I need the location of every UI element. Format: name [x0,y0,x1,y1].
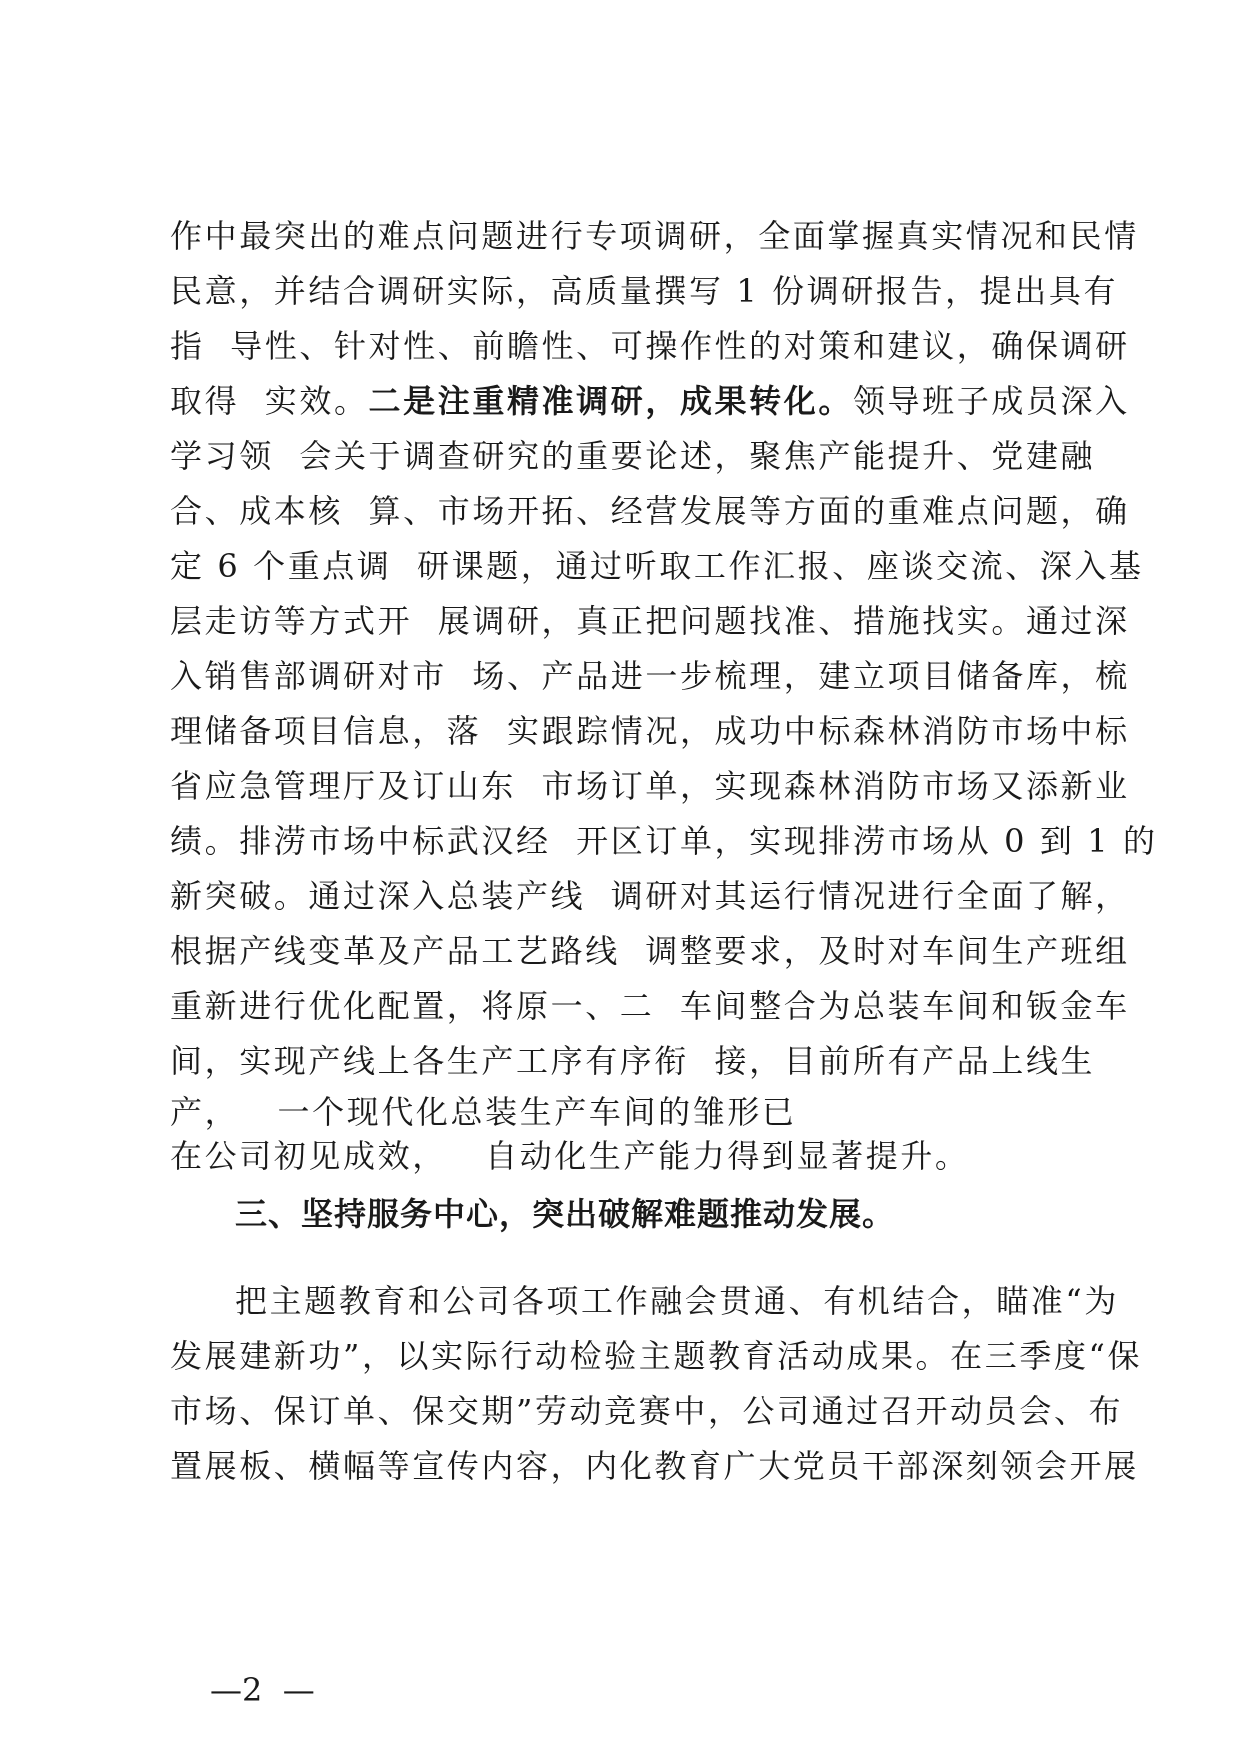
paragraph-line: 市场、保订单、保交期”劳动竞赛中，公司通过召开动员会、布 [170,1392,1124,1430]
paragraph-line: 产， 一个现代化总装生产车间的雏形已 [170,1093,797,1131]
paragraph-line: 间，实现产线上各生产工序有序衔 接，目前所有产品上线生 [170,1042,1096,1080]
paragraph-line: 省应急管理厅及订山东 市场订单，实现森林消防市场又添新业 [170,767,1130,805]
paragraph-line-mixed [170,379,1130,423]
paragraph-line: 合、成本核 算、市场开拓、经营发展等方面的重难点问题，确 [170,492,1130,530]
paragraph-line: 把主题教育和公司各项工作融会贯通、有机结合，瞄准“为 [235,1282,1119,1320]
paragraph-line: 指 导性、针对性、前瞻性、可操作性的对策和建议，确保调研 [170,327,1130,365]
paragraph-line: 学习领 会关于调查研究的重要论述，聚焦产能提升、党建融 [170,437,1096,475]
paragraph-line: 定 6 个重点调 研课题，通过听取工作汇报、座谈交流、深入基 [170,547,1144,585]
page-number: —2 — [210,1671,315,1709]
paragraph-line: 层走访等方式开 展调研，真正把问题找准、措施找实。通过深 [170,602,1130,640]
paragraph-line: 根据产线变革及产品工艺路线 调整要求，及时对车间生产班组 [170,932,1130,970]
paragraph-line: 民意，并结合调研实际，高质量撰写 1 份调研报告，提出具有 [170,272,1119,310]
paragraph-line: 在公司初见成效， 自动化生产能力得到显著提升。 [170,1137,970,1175]
paragraph-line: 置展板、横幅等宣传内容，内化教育广大党员干部深刻领会开展 [170,1447,1139,1485]
paragraph-line: 入销售部调研对市 场、产品进一步梳理，建立项目储备库，梳 [170,657,1130,695]
paragraph-text: 取得 实效。 [170,382,369,420]
paragraph-line: 作中最突出的难点问题进行专项调研，全面掌握真实情况和民情 [170,217,1139,255]
paragraph-line: 重新进行优化配置，将原一、二 车间整合为总装车间和钣金车 [170,987,1130,1025]
paragraph-text: 领导班子成员深入 [852,382,1130,420]
paragraph-line: 理储备项目信息，落 实跟踪情况，成功中标森林消防市场中标 [170,712,1130,750]
bold-phrase: 二是注重精准调研，成果转化。 [368,382,853,420]
section-heading: 三、坚持服务中心，突出破解难题推动发展。 [235,1195,896,1233]
paragraph-line: 发展建新功”，以实际行动检验主题教育活动成果。在三季度“保 [170,1337,1143,1375]
paragraph-line: 新突破。通过深入总装产线 调研对其运行情况进行全面了解， [170,877,1130,915]
paragraph-line: 绩。排涝市场中标武汉经 开区订单，实现排涝市场从 0 到 1 的 [170,822,1158,860]
